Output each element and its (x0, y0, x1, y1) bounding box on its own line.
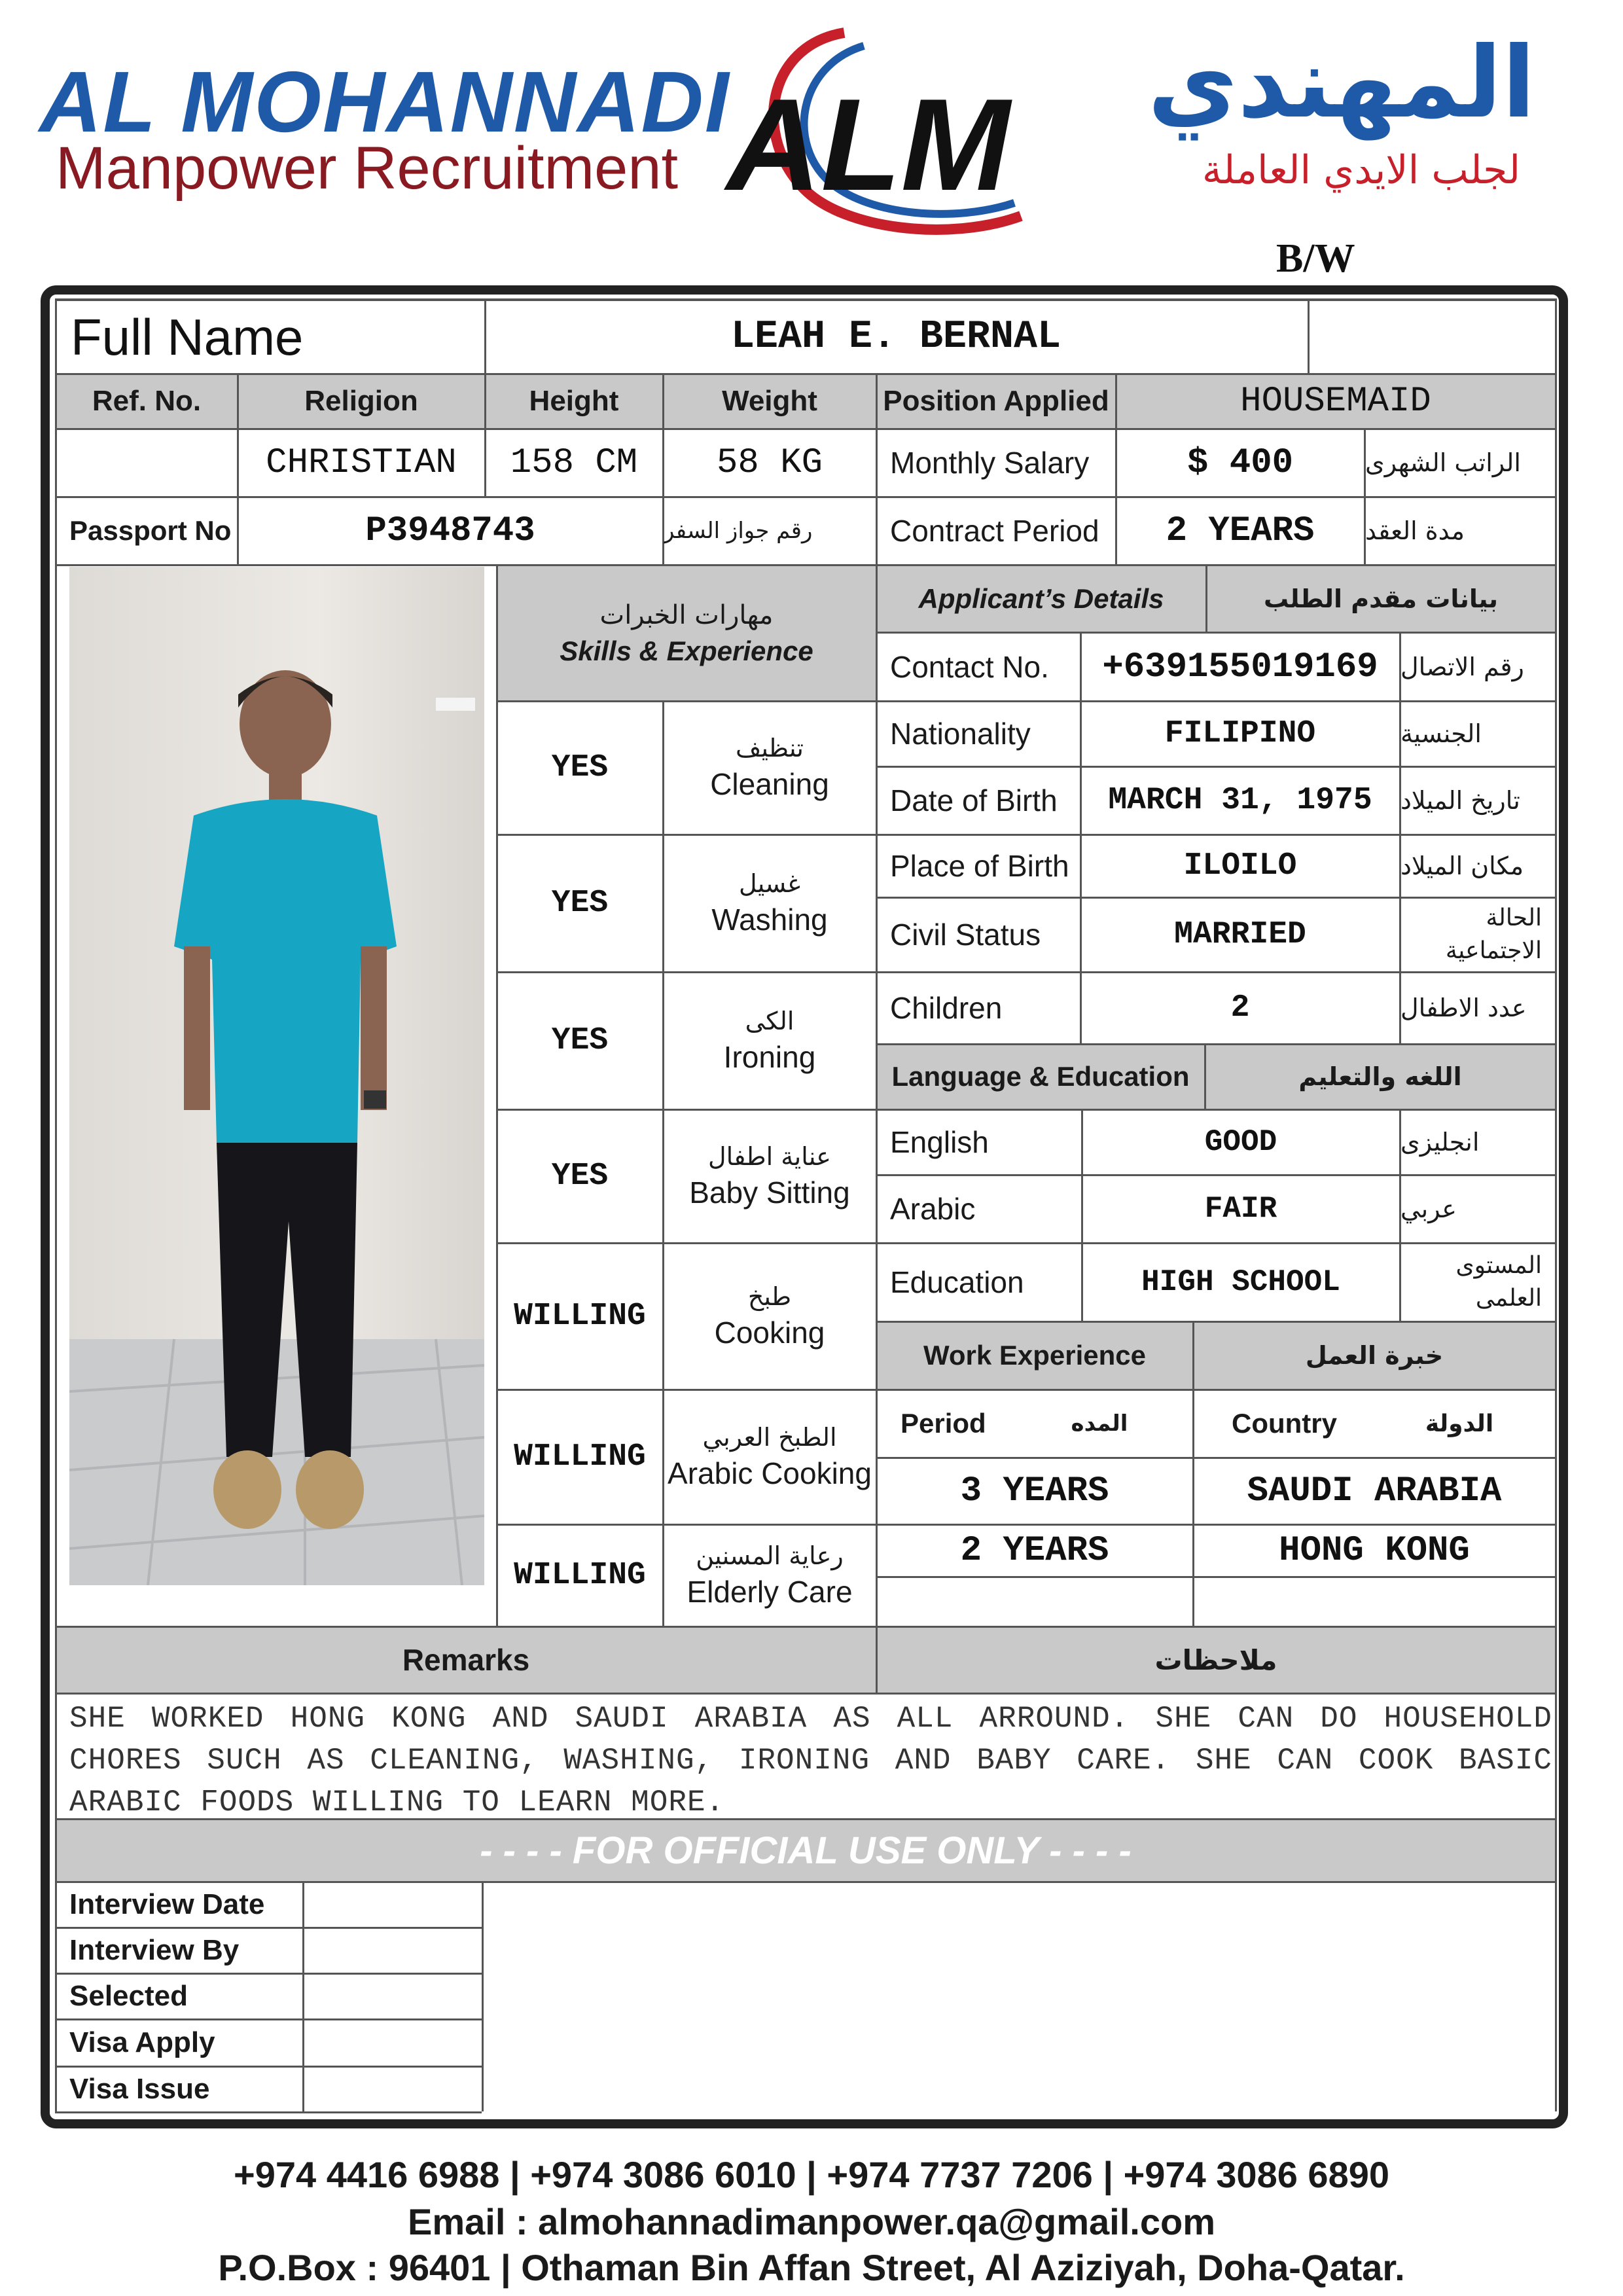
language-value: FAIR (1204, 1192, 1277, 1226)
alm-logo (713, 20, 1067, 255)
applicant-photo (69, 567, 484, 1585)
ref-no-header: Ref. No. (92, 385, 202, 417)
detail-label: Civil Status (890, 918, 1041, 952)
detail-value: MARCH 31, 1975 (1108, 783, 1372, 818)
passport-value: P3948743 (365, 511, 535, 551)
detail-value: FILIPINO (1164, 716, 1316, 751)
skill-status: YES (551, 1158, 609, 1194)
work-period: 3 YEARS (960, 1471, 1109, 1511)
brand-tagline-ar: لجلب الايدي العاملة (1202, 147, 1521, 193)
detail-value: 2 (1230, 990, 1250, 1026)
footer-address: P.O.Box : 96401 | Othaman Bin Affan Street, Al Aziziyah, Doha-Qatar. (218, 2247, 1405, 2288)
language-label: Arabic (890, 1192, 976, 1226)
contract-period-ar: مدة العقد (1365, 516, 1465, 545)
work-header-en: Work Experience (923, 1340, 1147, 1371)
education-ar: المستوى العلمى (1455, 1251, 1542, 1312)
skill-ar: الكى (745, 1007, 794, 1035)
skill-status: WILLING (514, 1558, 646, 1593)
detail-value: MARRIED (1174, 917, 1306, 952)
skill-ar: غسيل (738, 869, 801, 898)
detail-ar: رقم الاتصال (1400, 653, 1524, 681)
official-use-banner: - - - - FOR OFFICIAL USE ONLY - - - - (480, 1829, 1132, 1872)
remarks-header-en: Remarks (402, 1643, 530, 1677)
work-period-header: Period (901, 1408, 986, 1439)
lang-header-ar: اللغه والتعليم (1298, 1062, 1462, 1091)
detail-label: Nationality (890, 717, 1031, 751)
detail-label: Children (890, 991, 1003, 1025)
skill-item-arabic-cooking (664, 1390, 876, 1524)
passport-ar: رقم جواز السفر (664, 518, 813, 544)
skill-item-baby-sitting (664, 1110, 876, 1242)
remarks-header-ar: ملاحظات (1154, 1643, 1277, 1676)
detail-value: +639155019169 (1102, 647, 1378, 687)
detail-ar: عدد الاطفال (1400, 994, 1527, 1022)
monthly-salary-label: Monthly Salary (890, 446, 1090, 480)
education-label: Education (890, 1265, 1024, 1299)
weight-value: 58 KG (716, 442, 823, 483)
language-ar: انجليزى (1400, 1128, 1480, 1157)
height-value: 158 CM (510, 442, 638, 483)
work-country-header-ar: الدولة (1425, 1410, 1494, 1437)
skill-item-cleaning (664, 702, 876, 834)
selected-label: Selected (69, 1980, 188, 2012)
footer-phones: +974 4416 6988 | +974 3086 6010 | +974 7737 7206 | +974 3086 6890 (234, 2154, 1389, 2195)
language-label: English (890, 1125, 989, 1159)
interview-by-label: Interview By (69, 1934, 240, 1966)
visa-issue-label: Visa Issue (69, 2073, 210, 2105)
skill-en: Ironing (723, 1040, 816, 1074)
skill-item-elderly-care (664, 1525, 876, 1626)
detail-ar: مكان الميلاد (1400, 852, 1524, 880)
full-name-value: LEAH E. BERNAL (730, 315, 1061, 359)
skill-en: Cooking (714, 1316, 825, 1350)
work-country-header: Country (1232, 1408, 1337, 1439)
bw-mark: B/W (1276, 236, 1355, 281)
applicant-header-en: Applicant’s Details (918, 583, 1164, 614)
skill-item-washing (664, 835, 876, 971)
skill-ar: تنظيف (735, 734, 804, 762)
work-period-header-ar: المده (1071, 1410, 1128, 1437)
work-country: SAUDI ARABIA (1247, 1471, 1502, 1511)
contract-period-value: 2 YEARS (1166, 511, 1315, 551)
skill-ar: الطبخ العربي (702, 1423, 837, 1452)
work-header-ar: خبرة العمل (1305, 1341, 1444, 1370)
full-name-label: Full Name (71, 308, 304, 366)
interview-date-label: Interview Date (69, 1888, 265, 1920)
skill-ar: طبخ (747, 1282, 792, 1311)
religion-header: Religion (304, 385, 418, 417)
brand-name-en: AL MOHANNADI (39, 54, 730, 150)
skill-en: Elderly Care (687, 1575, 853, 1609)
monthly-salary-value: $ 400 (1186, 442, 1294, 483)
detail-label: Contact No. (890, 650, 1049, 684)
detail-label: Date of Birth (890, 783, 1058, 817)
brand-tagline-en: Manpower Recruitment (56, 135, 679, 202)
skill-en: Baby Sitting (689, 1175, 850, 1210)
language-ar: عربي (1400, 1194, 1457, 1223)
lang-header-en: Language & Education (891, 1061, 1190, 1092)
ref-no-value (56, 429, 237, 496)
language-value: GOOD (1204, 1125, 1277, 1159)
skill-status: WILLING (514, 1299, 646, 1334)
skill-ar: رعاية المسنين (696, 1541, 844, 1570)
applicant-header-ar: بيانات مقدم الطلب (1264, 584, 1498, 613)
skill-en: Cleaning (710, 767, 829, 801)
detail-ar: الحالة الاجتماعية (1445, 904, 1542, 964)
monthly-salary-ar: الراتب الشهرى (1365, 448, 1521, 477)
skill-en: Washing (711, 903, 828, 937)
skill-status: YES (551, 750, 609, 785)
skills-header-en: Skills & Experience (560, 635, 813, 666)
skill-en: Arabic Cooking (668, 1456, 872, 1490)
skill-status: YES (551, 886, 609, 921)
detail-ar: تاريخ الميلاد (1400, 786, 1520, 815)
skill-item-cooking (664, 1244, 876, 1389)
work-period: 2 YEARS (960, 1530, 1109, 1571)
skill-ar: عناية اطفال (708, 1142, 831, 1171)
detail-label: Place of Birth (890, 849, 1069, 883)
height-header: Height (529, 385, 619, 417)
remarks-text: SHE WORKED HONG KONG AND SAUDI ARABIA AS ALL ARROUND. SHE CAN DO HOUSEHOLD CHORES SUCH AS CLEANING, WASHING, IRONING AND BABY CARE. SHE CAN COOK BASIC ARABIC FOODS WILLING TO LEARN MORE. (69, 1702, 1552, 1820)
contract-period-label: Contract Period (890, 514, 1099, 548)
religion-value: CHRISTIAN (266, 442, 457, 483)
skill-status: WILLING (514, 1439, 646, 1475)
skill-item-ironing (664, 973, 876, 1109)
position-value: HOUSEMAID (1240, 381, 1431, 422)
logo-mark-text: ALM (726, 72, 1010, 218)
detail-value: ILOILO (1183, 848, 1297, 884)
education-value: HIGH SCHOOL (1141, 1265, 1340, 1299)
work-country: HONG KONG (1279, 1530, 1470, 1571)
passport-label: Passport No (69, 515, 232, 546)
weight-header: Weight (722, 385, 817, 417)
skill-status: YES (551, 1023, 609, 1058)
skills-header (497, 566, 876, 700)
detail-ar: الجنسية (1400, 719, 1482, 748)
brand-name-ar: المهندي (1147, 26, 1536, 140)
footer-email: Email : almohannadimanpower.qa@gmail.com (408, 2201, 1215, 2242)
visa-apply-label: Visa Apply (69, 2026, 215, 2058)
position-applied-header: Position Applied (883, 385, 1109, 417)
brand-header (0, 0, 1623, 288)
skills-header-ar: مهارات الخبرات (599, 600, 774, 630)
